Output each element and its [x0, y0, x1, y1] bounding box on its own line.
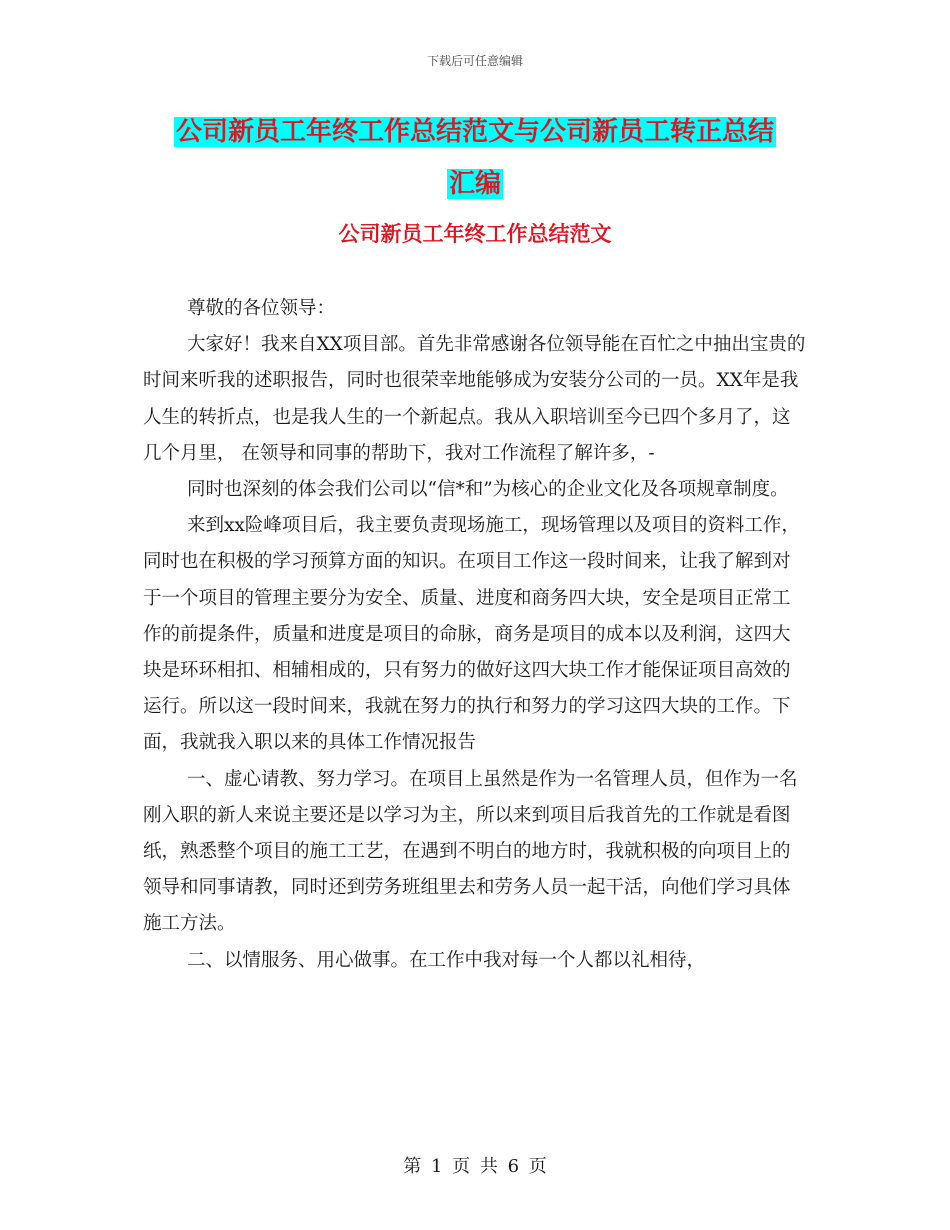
document-title-line1: 公司新员工年终工作总结范文与公司新员工转正总结 [175, 117, 774, 147]
paragraph-intro: 大家好！我来自XX项目部。首先非常感谢各位领导能在百忙之中抽出宝贵的时间来听我的述职报告，同时也很荣幸地能够成为安装分公司的一员。XX年是我人生的转折点，也是我人生的一个新起点。我从入职培训至今已四个多月了，这几个月里， 在领导和同事的帮助下，我对工作流程了解许多，- [143, 334, 806, 464]
salutation: 尊敬的各位领导： [187, 298, 336, 319]
paragraph-culture: 同时也深刻的体会我们公司以“信*和”为核心的企业文化及各项规章制度。 [187, 479, 789, 501]
document-title-line2: 汇编 [448, 169, 501, 199]
section-title: 公司新员工年终工作总结范文 [338, 222, 612, 246]
paragraph-point-two: 二、以情服务、用心做事。在工作中我对每一个人都以礼相待， [187, 949, 706, 971]
paragraph-point-one: 一、虚心请教、努力学习。在项目上虽然是作为一名管理人员，但作为一名刚入职的新人来说主要还是以学习为主，所以来到项目后我首先的工作就是看图纸，熟悉整个项目的施工工艺，在遇到不明白的地方时，我就积极的向项目上的领导和同事请教，同时还到劳务班组里去和劳务人员一起干活，向他们学习具体施工方法。 [143, 768, 798, 935]
paragraph-project-work: 来到xx险峰项目后，我主要负责现场施工，现场管理以及项目的资料工作，同时也在积极的学习预算方面的知识。在项目工作这一段时间来，让我了解到对于一个项目的管理主要分为安全、质量、进度和商务四大块，安全是项目正常工作的前提条件，质量和进度是项目的命脉，商务是项目的成本以及利润，这四大块是环环相扣、相辅相成的，只有努力的做好这四大块工作才能保证项目高效的运行。所以这一段时间来，我就在努力的执行和努力的学习这四大块的工作。下面，我就我入职以来的具体工作情况报告 [143, 515, 800, 754]
document-title [150, 106, 800, 210]
page-indicator: 第 1 页 共 6 页 [403, 1156, 547, 1177]
header-note: 下载后可任意编辑 [426, 54, 523, 68]
document-body [143, 291, 807, 979]
